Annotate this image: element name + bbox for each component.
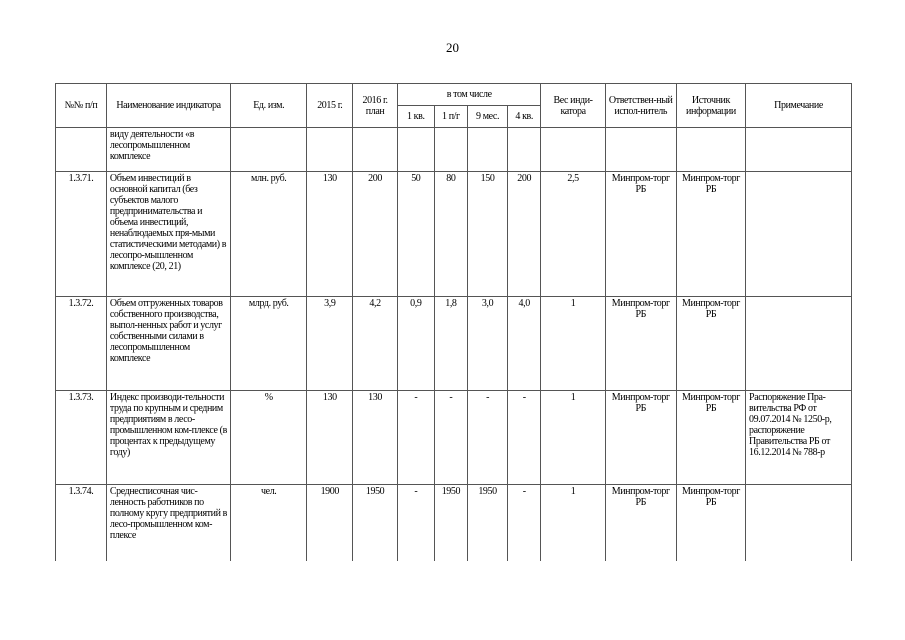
cell-source: Минпром-торг РБ [676,485,745,561]
cell-unit: чел. [231,485,307,561]
table-row-continuation [56,128,852,172]
indicators-table [55,83,852,561]
cell-q4: 4,0 [507,297,541,391]
cell-h1: 80 [434,172,468,297]
cell-2016 [353,128,398,172]
cell-9m [468,128,508,172]
cell-h1: 1950 [434,485,468,561]
cell-name: Объем инвестиций в основной капитал (без субъектов малого предпринимательства и объема инвестиций, ненаблюдаемых пря-мыми статистическими методами) в лесопро-мышленном комплексе (20, 21) [106,172,230,297]
header-row [56,84,852,106]
cell-q1: 0,9 [397,297,434,391]
cell-note [746,297,852,391]
cell-2016: 130 [353,391,398,485]
cell-q1: - [397,391,434,485]
header-9m: 9 мес. [468,106,508,128]
cell-source: Минпром-торг РБ [676,297,745,391]
cell-2015: 1900 [307,485,353,561]
cell-q1: 50 [397,172,434,297]
cell-2016: 200 [353,172,398,297]
header-2015: 2015 г. [307,84,353,128]
header-weight: Вес инди-катора [541,84,605,128]
header-num: №№ п/п [56,84,107,128]
header-note: Примечание [746,84,852,128]
cell-weight: 1 [541,391,605,485]
header-unit: Ед. изм. [231,84,307,128]
cell-name: Среднесписочная чис-ленность работников по полному кругу предприятий в лесо-промышленном ком-плексе [106,485,230,561]
cell-h1: - [434,391,468,485]
header-h1: 1 п/г [434,106,468,128]
cell-source: Минпром-торг РБ [676,172,745,297]
cell-responsible: Минпром-торг РБ [605,172,676,297]
cell-2015: 130 [307,391,353,485]
header-source: Источник информации [676,84,745,128]
cell-q4: 200 [507,172,541,297]
cell-q4 [507,128,541,172]
cell-num: 1.3.73. [56,391,107,485]
table-row [56,297,852,391]
cell-2016: 1950 [353,485,398,561]
cell-source [676,128,745,172]
cell-h1: 1,8 [434,297,468,391]
cell-q1 [397,128,434,172]
table-row [56,172,852,297]
cell-h1 [434,128,468,172]
table-row [56,485,852,561]
cell-note [746,128,852,172]
cell-2015 [307,128,353,172]
header-2016-plan: 2016 г. план [353,84,398,128]
cell-name: Индекс производи-тельности труда по крупным и средним предприятиям в лесо-промышленном ком-плексе (в процентах к предыдущему году) [106,391,230,485]
cell-weight: 1 [541,297,605,391]
cell-note: Распоряжение Пра-вительства РФ от 09.07.2014 № 1250-р, распоряжение Правительства РБ от 16.12.2014 № 788-р [746,391,852,485]
cell-weight [541,128,605,172]
cell-note [746,172,852,297]
header-q1: 1 кв. [397,106,434,128]
cell-responsible [605,128,676,172]
cell-9m: 150 [468,172,508,297]
cell-responsible: Минпром-торг РБ [605,485,676,561]
table-row [56,391,852,485]
cell-2015: 3,9 [307,297,353,391]
cell-unit: млн. руб. [231,172,307,297]
cell-unit [231,128,307,172]
cell-9m: - [468,391,508,485]
cell-num: 1.3.72. [56,297,107,391]
cell-responsible: Минпром-торг РБ [605,297,676,391]
cell-weight: 2,5 [541,172,605,297]
cell-num: 1.3.71. [56,172,107,297]
header-q4: 4 кв. [507,106,541,128]
cell-name: Объем отгруженных товаров собственного производства, выпол-ненных работ и услуг собственными силами в лесопромышленном комплексе [106,297,230,391]
cell-source: Минпром-торг РБ [676,391,745,485]
header-responsible: Ответствен-ный испол-нитель [605,84,676,128]
cell-unit: млрд. руб. [231,297,307,391]
cell-9m: 1950 [468,485,508,561]
cell-unit: % [231,391,307,485]
cell-2016: 4,2 [353,297,398,391]
page-number: 20 [446,40,459,55]
header-name: Наименование индикатора [106,84,230,128]
cell-q1: - [397,485,434,561]
cell-2015: 130 [307,172,353,297]
cell-num [56,128,107,172]
header-including-group: в том числе [397,84,541,106]
cell-note [746,485,852,561]
cell-name: виду деятельности «в лесопромышленном комплексе [106,128,230,172]
cell-q4: - [507,391,541,485]
cell-weight: 1 [541,485,605,561]
cell-responsible: Минпром-торг РБ [605,391,676,485]
cell-9m: 3,0 [468,297,508,391]
cell-num: 1.3.74. [56,485,107,561]
cell-q4: - [507,485,541,561]
